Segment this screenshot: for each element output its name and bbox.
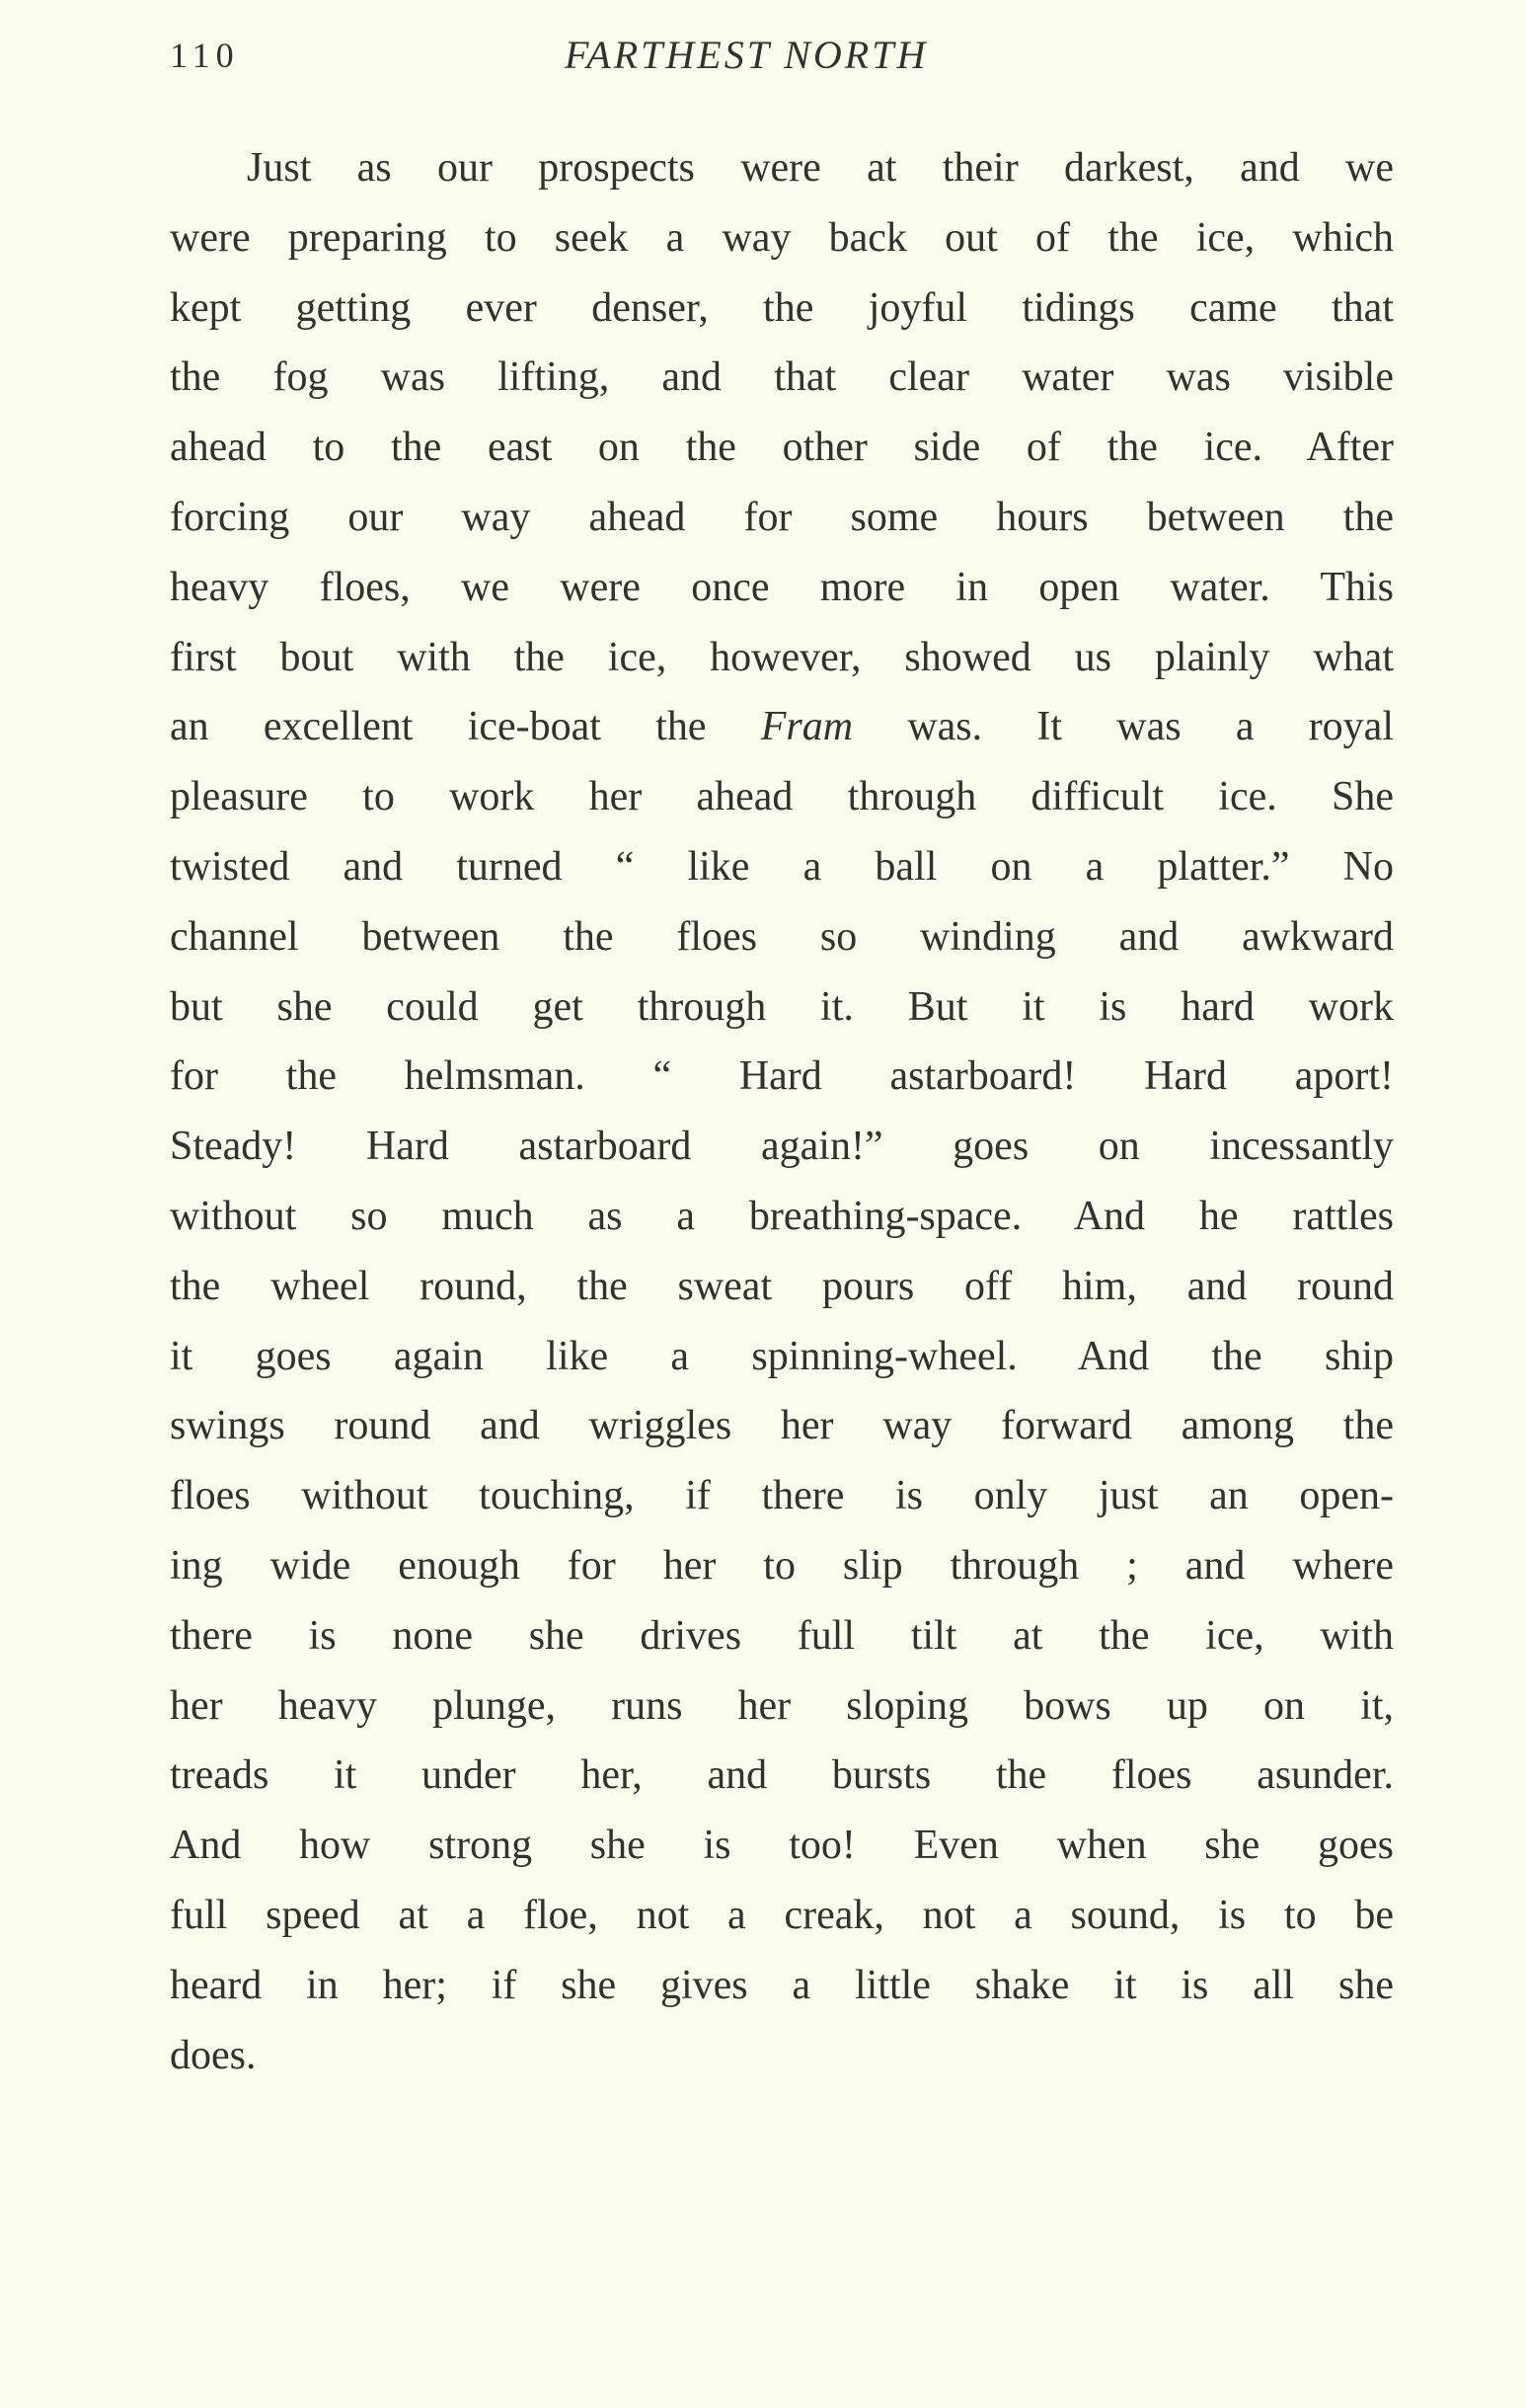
text-line: does. xyxy=(170,2032,257,2078)
ship-name: Fram xyxy=(760,704,854,750)
text-line: twisted and turned “ like a ball on a platter.” No xyxy=(170,843,1394,890)
text-line: first bout with the ice, however, showed us plainly what xyxy=(170,634,1394,680)
text-line: her heavy plunge, runs her sloping bows up on it, xyxy=(170,1682,1394,1729)
text-line: there is none she drives full tilt at the ice, with xyxy=(170,1612,1394,1659)
paragraph xyxy=(170,133,1394,2090)
text-line: without so much as a breathing-space. And he rattles xyxy=(170,1193,1394,1239)
text-line: ing wide enough for her to slip through ; and where xyxy=(170,1542,1394,1589)
text-line: were preparing to seek a way back out of the ice, which xyxy=(170,214,1394,261)
text-line: but she could get through it. But it is hard work xyxy=(170,983,1394,1030)
text-line: forcing our way ahead for some hours between the xyxy=(170,494,1394,540)
text-line: full speed at a floe, not a creak, not a sound, is to be xyxy=(170,1892,1394,1938)
text-line: heavy floes, we were once more in open water. This xyxy=(170,564,1394,610)
text-line: ahead to the east on the other side of the ice. After xyxy=(170,425,1394,471)
text-fragment: an excellent ice-boat the xyxy=(170,704,761,750)
text-line: Just as our prospects were at their darkest, and we xyxy=(247,145,1394,191)
running-title: FARTHEST NORTH xyxy=(565,33,929,77)
text-line: for the helmsman. “ Hard astarboard! Hard aport! xyxy=(170,1053,1394,1100)
text-line: floes without touching, if there is only just an open- xyxy=(170,1473,1394,1519)
text-line: kept getting ever denser, the joyful tidings came that xyxy=(170,284,1394,331)
text-line: treads it under her, and bursts the floes asunder. xyxy=(170,1752,1394,1799)
text-line: Steady! Hard astarboard again!” goes on incessantly xyxy=(170,1124,1394,1170)
page-number: 110 xyxy=(170,36,240,75)
text-line: And how strong she is too! Even when she goes xyxy=(170,1823,1394,1869)
text-line: channel between the floes so winding and awkward xyxy=(170,913,1394,960)
text-line: it goes again like a spinning-wheel. And the ship xyxy=(170,1333,1394,1379)
text-line: pleasure to work her ahead through difficult ice. She xyxy=(170,774,1394,820)
text-line: swings round and wriggles her way forward among the xyxy=(170,1403,1394,1449)
text-line: heard in her; if she gives a little shake it is all she xyxy=(170,1962,1394,2008)
text-line: the wheel round, the sweat pours off him, and round xyxy=(170,1263,1394,1309)
running-head xyxy=(170,26,1394,85)
text-line: the fog was lifting, and that clear water was visible xyxy=(170,354,1394,401)
text-fragment: was. It was a royal xyxy=(853,704,1394,750)
text-line xyxy=(170,692,1394,762)
